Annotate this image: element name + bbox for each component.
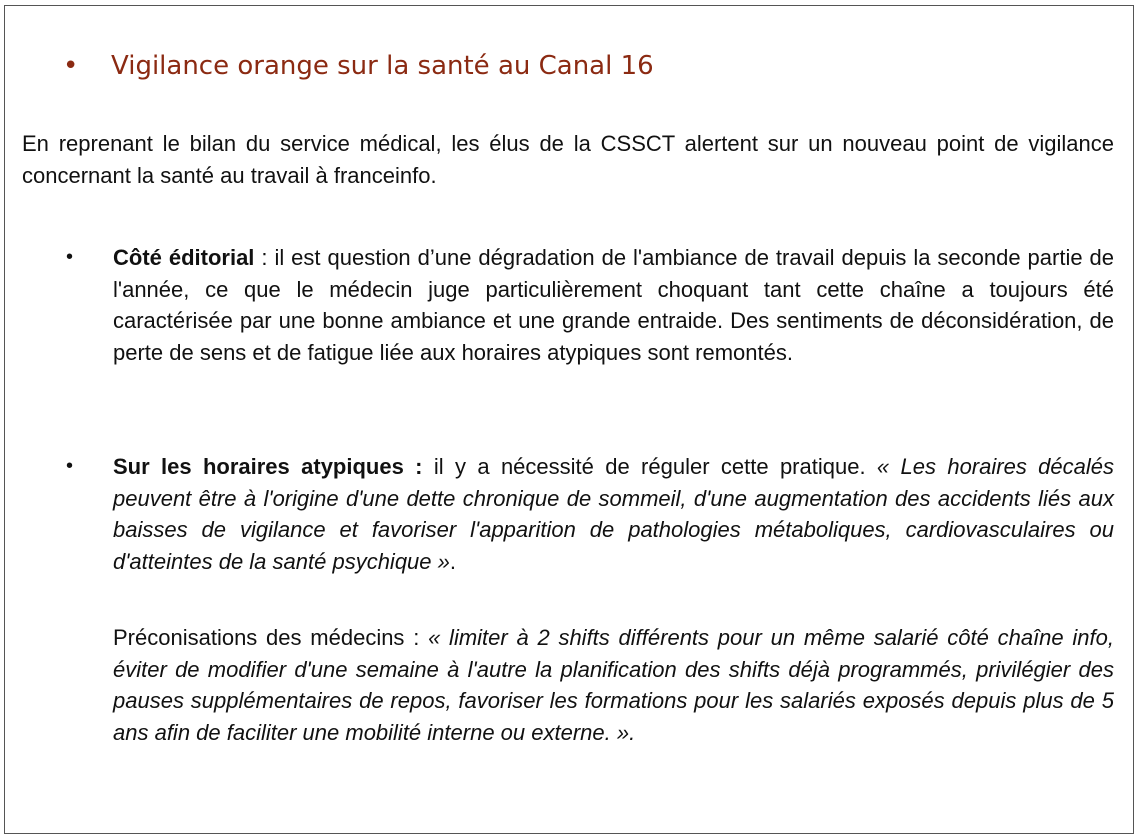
list-bullet: •: [66, 246, 74, 268]
list-item-title: Sur les horaires atypiques :: [113, 454, 423, 479]
list-item-editorial: [66, 242, 1114, 368]
heading-bullet: •: [63, 51, 79, 81]
list-item-body: [113, 451, 1114, 577]
recommendation-quote: « limiter à 2 shifts différents pour un même salarié côté chaîne info, éviter de modifier d'une semaine à l'autre la planification des shifts déjà programmés, privilégier des pauses supplémentaires de repos, favoriser les formations pour les salariés exposés depuis plus de 5 ans afin de faciliter une mobilité interne ou externe. ».: [113, 625, 1114, 745]
list-bullet: •: [66, 455, 74, 477]
recommendation-paragraph: [113, 622, 1114, 748]
list-item-end: .: [449, 548, 456, 574]
heading-text: Vigilance orange sur la santé au Canal 16: [111, 51, 654, 81]
recommendation-lead: Préconisations des médecins :: [113, 625, 429, 650]
list-item-text: : il est question d’une dégradation de l'ambiance de travail depuis la seconde partie de l'année, ce que le médecin juge particulièrement choquant tant cette chaîne a toujours été caractérisée par une bonne ambiance et une grande entraide. Des sentiments de déconsidération, de perte de sens et de fatigue liée aux horaires atypiques sont remontés.: [113, 245, 1114, 365]
intro-paragraph: En reprenant le bilan du service médical, les élus de la CSSCT alertent sur un nouveau point de vigilance concernant la santé au travail à franceinfo.: [22, 131, 1114, 188]
list-item-horaires: [66, 451, 1114, 577]
list-item-body: [113, 242, 1114, 368]
list-item-title: Côté éditorial: [113, 245, 255, 270]
list-item-quote: « Les horaires décalés peuvent être à l'origine d'une dette chronique de sommeil, d'une augmentation des accidents liés aux baisses de vigilance et favoriser l'apparition de pathologies métaboliques, cardiovasculaires ou d'atteintes de la santé psychique »: [113, 454, 1114, 574]
list-item-text: il y a nécessité de réguler cette pratique.: [422, 454, 877, 479]
